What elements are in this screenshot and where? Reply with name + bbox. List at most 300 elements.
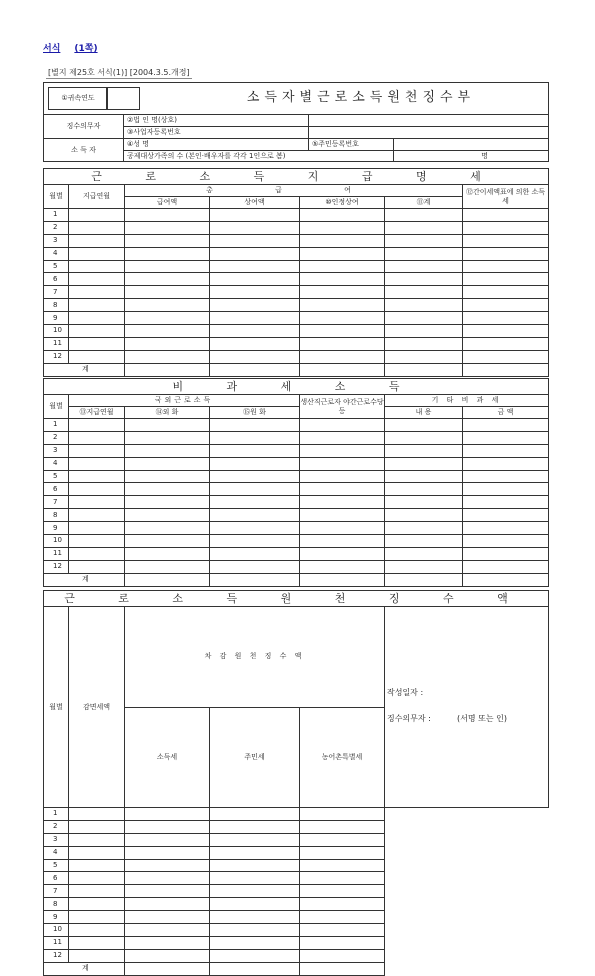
corp-name-field[interactable]	[309, 115, 549, 127]
pay-input-cell[interactable]	[210, 273, 300, 286]
form-page-suffix[interactable]: (1쪽)	[74, 44, 98, 54]
nontax-input-cell[interactable]	[69, 470, 125, 483]
nontax-input-cell[interactable]	[125, 509, 210, 522]
pay-deemed-bonus-header: ⑩인정상여	[300, 197, 385, 209]
nontax-total-cell[interactable]	[300, 573, 385, 586]
pay-input-cell[interactable]	[210, 221, 300, 234]
pay-input-cell[interactable]	[463, 299, 549, 312]
table-row	[44, 547, 549, 560]
pay-input-cell[interactable]	[210, 234, 300, 247]
total-row	[44, 573, 549, 586]
pay-month-cell: 7	[44, 286, 69, 299]
pay-input-cell[interactable]	[69, 247, 125, 260]
nontax-input-cell[interactable]	[69, 496, 125, 509]
withholding-input-cell[interactable]	[69, 885, 125, 898]
pay-input-cell[interactable]	[463, 312, 549, 325]
pay-input-cell[interactable]	[69, 325, 125, 338]
table-row	[44, 535, 549, 548]
pay-input-cell[interactable]	[300, 221, 385, 234]
pay-input-cell[interactable]	[300, 325, 385, 338]
withholding-input-cell[interactable]	[210, 885, 300, 898]
nontax-table	[43, 378, 549, 587]
nontax-input-cell[interactable]	[125, 535, 210, 548]
withholding-month-cell: 11	[44, 936, 69, 949]
withholding-input-cell[interactable]	[69, 872, 125, 885]
nontax-month-cell: 3	[44, 444, 69, 457]
pay-input-cell[interactable]	[210, 209, 300, 222]
withholding-input-cell[interactable]	[210, 820, 300, 833]
table-row	[44, 234, 549, 247]
pay-input-cell[interactable]	[125, 209, 210, 222]
nontax-input-cell[interactable]	[385, 535, 463, 548]
nontax-input-cell[interactable]	[300, 457, 385, 470]
nontax-input-cell[interactable]	[463, 444, 549, 457]
nontax-other-header: 기 타 비 과 세	[385, 395, 549, 407]
withholding-input-cell[interactable]	[300, 808, 385, 821]
nontax-input-cell[interactable]	[69, 560, 125, 573]
pay-month-header: 월별	[44, 185, 69, 209]
nontax-month-header: 월별	[44, 395, 69, 419]
table-row	[44, 560, 549, 573]
nontax-input-cell[interactable]	[210, 444, 300, 457]
pay-input-cell[interactable]	[463, 209, 549, 222]
withholding-input-cell[interactable]	[125, 820, 210, 833]
nontax-total-cell[interactable]	[385, 573, 463, 586]
withholding-input-cell[interactable]	[300, 936, 385, 949]
withholding-total-label: 계	[44, 962, 125, 975]
withholding-input-cell[interactable]	[69, 924, 125, 937]
withholding-month-cell: 7	[44, 885, 69, 898]
withholding-input-cell[interactable]	[125, 833, 210, 846]
nontax-input-cell[interactable]	[385, 547, 463, 560]
withholding-input-cell[interactable]	[210, 911, 300, 924]
withholding-section-title: 근 로 소 득 원 천 징 수 액	[44, 591, 549, 607]
table-row	[44, 949, 549, 962]
nontax-month-cell: 10	[44, 535, 69, 548]
nontax-month-cell: 11	[44, 547, 69, 560]
nontax-input-cell[interactable]	[125, 547, 210, 560]
pay-input-cell[interactable]	[125, 350, 210, 363]
nontax-input-cell[interactable]	[210, 547, 300, 560]
withholding-input-cell[interactable]	[300, 885, 385, 898]
table-row	[44, 509, 549, 522]
pay-input-cell[interactable]	[385, 273, 463, 286]
nontax-content-header: 내 용	[385, 407, 463, 419]
pay-input-cell[interactable]	[463, 286, 549, 299]
pay-total-cell[interactable]	[463, 363, 549, 376]
table-row	[44, 286, 549, 299]
pay-month-cell: 9	[44, 312, 69, 325]
pay-input-cell[interactable]	[385, 221, 463, 234]
pay-month-cell: 8	[44, 299, 69, 312]
nontax-total-cell[interactable]	[125, 573, 210, 586]
table-row	[44, 273, 549, 286]
earner-label: 소 득 자	[44, 139, 124, 162]
nontax-input-cell[interactable]	[463, 419, 549, 432]
table-row	[44, 325, 549, 338]
withholding-input-cell[interactable]	[300, 872, 385, 885]
nontax-input-cell[interactable]	[125, 483, 210, 496]
table-row	[44, 898, 549, 911]
table-row	[44, 924, 549, 937]
nontax-input-cell[interactable]	[69, 419, 125, 432]
withholding-month-cell: 5	[44, 859, 69, 872]
withholding-input-cell[interactable]	[210, 833, 300, 846]
withholding-input-cell[interactable]	[69, 911, 125, 924]
table-row	[44, 846, 549, 859]
withholding-input-cell[interactable]	[300, 949, 385, 962]
total-row	[44, 962, 549, 975]
pay-input-cell[interactable]	[125, 247, 210, 260]
nontax-input-cell[interactable]	[300, 535, 385, 548]
nontax-input-cell[interactable]	[463, 496, 549, 509]
nontax-input-cell[interactable]	[210, 457, 300, 470]
nontax-input-cell[interactable]	[210, 483, 300, 496]
nontax-input-cell[interactable]	[463, 547, 549, 560]
nontax-won-header: ⑮원 화	[210, 407, 300, 419]
pay-sum-header: ⑪계	[385, 197, 463, 209]
withholding-table	[43, 590, 549, 976]
pay-input-cell[interactable]	[300, 350, 385, 363]
dependents-field[interactable]	[394, 151, 549, 162]
nontax-input-cell[interactable]	[463, 535, 549, 548]
nontax-month-cell: 1	[44, 419, 69, 432]
nontax-input-cell[interactable]	[210, 560, 300, 573]
pay-input-cell[interactable]	[125, 325, 210, 338]
pay-input-cell[interactable]	[385, 234, 463, 247]
withholding-month-cell: 8	[44, 898, 69, 911]
nontax-input-cell[interactable]	[69, 522, 125, 535]
pay-input-cell[interactable]	[125, 299, 210, 312]
withholding-input-cell[interactable]	[300, 911, 385, 924]
pay-input-cell[interactable]	[300, 234, 385, 247]
nontax-total-cell[interactable]	[463, 573, 549, 586]
withholding-input-cell[interactable]	[210, 846, 300, 859]
pay-input-cell[interactable]	[385, 299, 463, 312]
withholding-input-cell[interactable]	[125, 846, 210, 859]
table-row	[44, 350, 549, 363]
withholding-input-cell[interactable]	[210, 872, 300, 885]
pay-input-cell[interactable]	[69, 299, 125, 312]
nontax-input-cell[interactable]	[385, 509, 463, 522]
nontax-input-cell[interactable]	[300, 483, 385, 496]
withholding-input-cell[interactable]	[69, 898, 125, 911]
nontax-month-cell: 9	[44, 522, 69, 535]
nontax-input-cell[interactable]	[385, 431, 463, 444]
pay-input-cell[interactable]	[210, 247, 300, 260]
pay-input-cell[interactable]	[385, 312, 463, 325]
nontax-input-cell[interactable]	[300, 560, 385, 573]
pay-input-cell[interactable]	[210, 337, 300, 350]
dependents-label: 공제대상가족의 수 (본인·배우자를 각각 1인으로 봄)	[124, 151, 394, 162]
withholding-input-cell[interactable]	[300, 859, 385, 872]
nontax-input-cell[interactable]	[69, 457, 125, 470]
year-field[interactable]	[106, 87, 140, 110]
nontax-input-cell[interactable]	[125, 470, 210, 483]
nontax-input-cell[interactable]	[210, 535, 300, 548]
nontax-input-cell[interactable]	[385, 560, 463, 573]
pay-input-cell[interactable]	[300, 337, 385, 350]
pay-month-cell: 5	[44, 260, 69, 273]
pay-input-cell[interactable]	[210, 325, 300, 338]
withholding-input-cell[interactable]	[69, 833, 125, 846]
pay-total-cell[interactable]	[385, 363, 463, 376]
withholding-input-cell[interactable]	[125, 872, 210, 885]
pay-input-cell[interactable]	[300, 286, 385, 299]
pay-input-cell[interactable]	[385, 247, 463, 260]
pay-input-cell[interactable]	[210, 299, 300, 312]
nontax-input-cell[interactable]	[463, 522, 549, 535]
pay-input-cell[interactable]	[463, 234, 549, 247]
rrn-label: ⑤주민등록번호	[309, 139, 394, 151]
withholding-input-cell[interactable]	[69, 936, 125, 949]
pay-total-cell[interactable]	[300, 363, 385, 376]
pay-input-cell[interactable]	[69, 312, 125, 325]
nontax-input-cell[interactable]	[300, 547, 385, 560]
pay-input-cell[interactable]	[463, 325, 549, 338]
pay-input-cell[interactable]	[300, 299, 385, 312]
pay-input-cell[interactable]	[300, 273, 385, 286]
pay-input-cell[interactable]	[125, 221, 210, 234]
nontax-input-cell[interactable]	[69, 444, 125, 457]
withholding-total-cell[interactable]	[125, 962, 210, 975]
nontax-input-cell[interactable]	[210, 522, 300, 535]
withholding-month-cell: 10	[44, 924, 69, 937]
pay-input-cell[interactable]	[125, 286, 210, 299]
nontax-input-cell[interactable]	[210, 431, 300, 444]
table-row	[44, 820, 549, 833]
pay-input-cell[interactable]	[300, 247, 385, 260]
pay-month-cell: 2	[44, 221, 69, 234]
pay-input-cell[interactable]	[385, 350, 463, 363]
nontax-input-cell[interactable]	[125, 419, 210, 432]
pay-input-cell[interactable]	[463, 273, 549, 286]
pay-input-cell[interactable]	[300, 260, 385, 273]
withholding-input-cell[interactable]	[125, 808, 210, 821]
withholding-reduction-header: 감면세액	[69, 607, 125, 808]
nontax-input-cell[interactable]	[125, 560, 210, 573]
pay-input-cell[interactable]	[385, 260, 463, 273]
table-row	[44, 209, 549, 222]
withholding-input-cell[interactable]	[300, 833, 385, 846]
table-row	[44, 496, 549, 509]
withholder-label: 징수의무자	[44, 115, 124, 139]
withholding-input-cell[interactable]	[210, 949, 300, 962]
pay-section-title: 근 로 소 득 지 급 명 세	[44, 169, 549, 185]
pay-input-cell[interactable]	[463, 260, 549, 273]
pay-total-cell[interactable]	[210, 363, 300, 376]
nontax-input-cell[interactable]	[210, 470, 300, 483]
withholding-total-cell[interactable]	[300, 962, 385, 975]
table-row	[44, 470, 549, 483]
pay-input-cell[interactable]	[463, 337, 549, 350]
rrn-field[interactable]	[394, 139, 549, 151]
signer-label: 징수의무자 :	[387, 714, 431, 723]
pay-input-cell[interactable]	[210, 260, 300, 273]
nontax-total-cell[interactable]	[210, 573, 300, 586]
nontax-input-cell[interactable]	[385, 457, 463, 470]
nontax-input-cell[interactable]	[385, 444, 463, 457]
pay-input-cell[interactable]	[385, 337, 463, 350]
table-row	[44, 872, 549, 885]
nontax-input-cell[interactable]	[463, 483, 549, 496]
withholding-input-cell[interactable]	[69, 859, 125, 872]
nontax-month-cell: 12	[44, 560, 69, 573]
persons-unit: 명	[481, 151, 488, 160]
withholding-input-cell[interactable]	[69, 820, 125, 833]
nontax-input-cell[interactable]	[125, 496, 210, 509]
nontax-input-cell[interactable]	[69, 509, 125, 522]
withholding-month-cell: 12	[44, 949, 69, 962]
pay-input-cell[interactable]	[463, 221, 549, 234]
table-row	[44, 260, 549, 273]
date-label: 작성일자 :	[387, 688, 424, 697]
pay-month-cell: 10	[44, 325, 69, 338]
table-row	[44, 299, 549, 312]
nontax-input-cell[interactable]	[210, 509, 300, 522]
pay-month-cell: 12	[44, 350, 69, 363]
withholding-input-cell[interactable]	[210, 924, 300, 937]
nontax-input-cell[interactable]	[385, 496, 463, 509]
withholding-farm-tax-header: 농어촌특별세	[300, 707, 385, 808]
nontax-input-cell[interactable]	[300, 496, 385, 509]
pay-input-cell[interactable]	[385, 209, 463, 222]
withholding-input-cell[interactable]	[69, 808, 125, 821]
withholding-input-cell[interactable]	[125, 898, 210, 911]
pay-input-cell[interactable]	[69, 286, 125, 299]
date-field[interactable]	[440, 685, 540, 699]
nontax-month-cell: 6	[44, 483, 69, 496]
withholding-month-cell: 1	[44, 808, 69, 821]
withholding-input-cell[interactable]	[69, 846, 125, 859]
pay-payday-header: 지급연월	[69, 185, 125, 209]
nontax-input-cell[interactable]	[385, 419, 463, 432]
withholding-input-cell[interactable]	[210, 898, 300, 911]
pay-input-cell[interactable]	[210, 350, 300, 363]
pay-input-cell[interactable]	[210, 312, 300, 325]
pay-table	[43, 168, 549, 377]
nontax-foreign-currency-header: ⑭외 화	[125, 407, 210, 419]
nontax-input-cell[interactable]	[125, 431, 210, 444]
table-row	[44, 911, 549, 924]
table-row	[44, 808, 549, 821]
pay-input-cell[interactable]	[69, 260, 125, 273]
pay-input-cell[interactable]	[69, 350, 125, 363]
nontax-input-cell[interactable]	[69, 431, 125, 444]
pay-input-cell[interactable]	[385, 286, 463, 299]
withholding-input-cell[interactable]	[69, 949, 125, 962]
pay-month-cell: 4	[44, 247, 69, 260]
withholding-input-cell[interactable]	[210, 859, 300, 872]
pay-input-cell[interactable]	[69, 337, 125, 350]
nontax-input-cell[interactable]	[210, 419, 300, 432]
withholding-input-cell[interactable]	[125, 936, 210, 949]
pay-input-cell[interactable]	[385, 325, 463, 338]
withholding-input-cell[interactable]	[125, 924, 210, 937]
pay-input-cell[interactable]	[69, 234, 125, 247]
pay-input-cell[interactable]	[125, 273, 210, 286]
pay-input-cell[interactable]	[125, 337, 210, 350]
nontax-input-cell[interactable]	[125, 457, 210, 470]
withholding-input-cell[interactable]	[300, 924, 385, 937]
nontax-input-cell[interactable]	[300, 470, 385, 483]
pay-total-cell[interactable]	[125, 363, 210, 376]
form-label[interactable]: 서식	[43, 44, 61, 54]
pay-rows	[44, 209, 549, 377]
nontax-input-cell[interactable]	[463, 509, 549, 522]
nontax-input-cell[interactable]	[385, 470, 463, 483]
form-title-link[interactable]	[43, 41, 98, 54]
withholding-input-cell[interactable]	[125, 859, 210, 872]
pay-input-cell[interactable]	[125, 312, 210, 325]
withholding-total-cell[interactable]	[210, 962, 300, 975]
header-table	[43, 82, 549, 162]
withholding-input-cell[interactable]	[210, 936, 300, 949]
year-label: ①귀속연도	[48, 87, 108, 110]
nontax-month-cell: 5	[44, 470, 69, 483]
signature-block	[385, 607, 549, 808]
table-row	[44, 444, 549, 457]
nontax-input-cell[interactable]	[69, 547, 125, 560]
nontax-input-cell[interactable]	[300, 431, 385, 444]
withholding-input-cell[interactable]	[300, 846, 385, 859]
nontax-input-cell[interactable]	[125, 444, 210, 457]
table-row	[44, 885, 549, 898]
pay-input-cell[interactable]	[463, 350, 549, 363]
nontax-input-cell[interactable]	[463, 560, 549, 573]
nontax-input-cell[interactable]	[300, 444, 385, 457]
total-row	[44, 363, 549, 376]
nontax-input-cell[interactable]	[463, 470, 549, 483]
pay-input-cell[interactable]	[300, 209, 385, 222]
withholding-input-cell[interactable]	[125, 885, 210, 898]
table-row	[44, 337, 549, 350]
table-row	[44, 936, 549, 949]
nontax-input-cell[interactable]	[385, 522, 463, 535]
table-row	[44, 247, 549, 260]
nontax-input-cell[interactable]	[385, 483, 463, 496]
nontax-input-cell[interactable]	[69, 535, 125, 548]
withholding-input-cell[interactable]	[300, 898, 385, 911]
nontax-input-cell[interactable]	[300, 419, 385, 432]
table-row	[44, 859, 549, 872]
withholding-input-cell[interactable]	[125, 949, 210, 962]
nontax-input-cell[interactable]	[463, 431, 549, 444]
withholding-input-cell[interactable]	[210, 808, 300, 821]
pay-input-cell[interactable]	[125, 260, 210, 273]
sign-note[interactable]: (서명 또는 인)	[457, 714, 507, 723]
nontax-input-cell[interactable]	[69, 483, 125, 496]
nontax-input-cell[interactable]	[210, 496, 300, 509]
nontax-input-cell[interactable]	[300, 509, 385, 522]
pay-input-cell[interactable]	[125, 234, 210, 247]
pay-input-cell[interactable]	[210, 286, 300, 299]
nontax-input-cell[interactable]	[300, 522, 385, 535]
pay-input-cell[interactable]	[69, 273, 125, 286]
withholding-input-cell[interactable]	[300, 820, 385, 833]
withholding-month-header: 월별	[44, 607, 69, 808]
withholding-input-cell[interactable]	[125, 911, 210, 924]
biz-no-field[interactable]	[309, 127, 549, 139]
pay-input-cell[interactable]	[300, 312, 385, 325]
pay-input-cell[interactable]	[69, 209, 125, 222]
nontax-input-cell[interactable]	[125, 522, 210, 535]
withholding-month-cell: 4	[44, 846, 69, 859]
withholding-income-tax-header: 소득세	[125, 707, 210, 808]
nontax-input-cell[interactable]	[463, 457, 549, 470]
pay-input-cell[interactable]	[463, 247, 549, 260]
pay-input-cell[interactable]	[69, 221, 125, 234]
